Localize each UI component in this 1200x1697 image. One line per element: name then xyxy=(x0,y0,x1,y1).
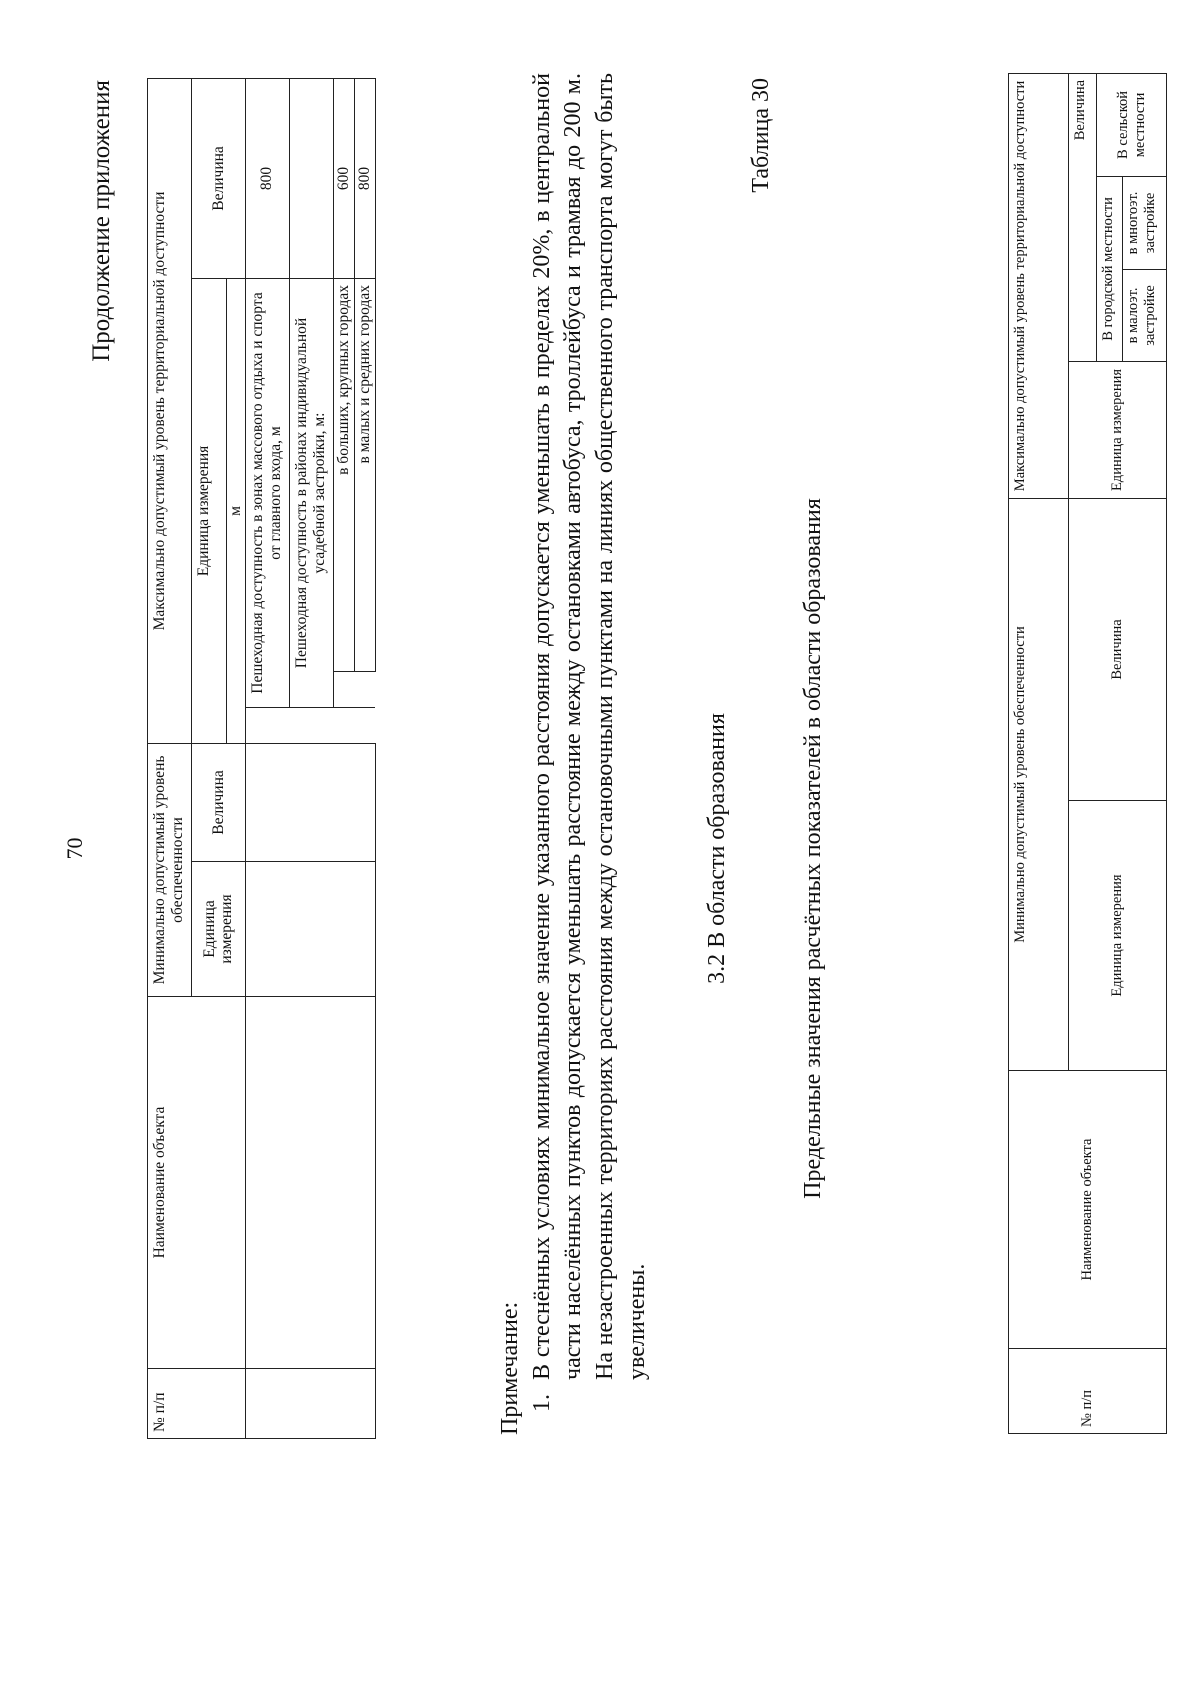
row-text: Пешеходная доступность в районах индивидуальной усадебной застройки, м: xyxy=(289,278,333,707)
unit-m: м xyxy=(227,278,246,743)
table-30 xyxy=(1008,73,1167,1434)
header-min-level: Минимально допустимый уровень обеспеченности xyxy=(148,743,192,996)
section-title: 3.2 В области образования xyxy=(704,713,730,984)
table-label: Таблица 30 xyxy=(748,78,774,193)
row-value: 600 xyxy=(333,78,354,278)
row-text: в малых и средних городах xyxy=(354,278,375,671)
header-low-rise: в малоэт. застройке xyxy=(1123,269,1167,361)
header-max-unit: Единица измерения xyxy=(1069,361,1167,498)
row-value xyxy=(289,78,333,278)
header-max-unit: Единица измерения xyxy=(192,278,227,743)
header-min-level: Минимально допустимый уровень обеспеченности xyxy=(1009,498,1069,1070)
row-text: в больших, крупных городах xyxy=(333,278,354,671)
row-value: 800 xyxy=(354,78,375,278)
header-num: № п/п xyxy=(1009,1349,1167,1434)
header-rural: В сельской местности xyxy=(1097,73,1167,176)
table-continuation xyxy=(147,78,376,1439)
continuation-header: Продолжение приложения xyxy=(88,80,115,362)
page-number: 70 xyxy=(62,837,87,860)
header-multi-storey: в многоэт. застройке xyxy=(1123,176,1167,269)
table-row xyxy=(245,78,289,1438)
header-min-value: Величина xyxy=(1069,498,1167,800)
header-min-value: Величина xyxy=(192,743,246,861)
header-name: Наименование объекта xyxy=(1009,1071,1167,1349)
row-value: 800 xyxy=(245,78,289,278)
header-max-level: Максимально допустимый уровень территориальной доступности xyxy=(148,78,192,743)
note-block xyxy=(495,73,653,1435)
header-name: Наименование объекта xyxy=(148,997,246,1369)
note-title: Примечание: xyxy=(497,1301,523,1435)
row-text: Пешеходная доступность в зонах массового отдыха и спорта от главного входа, м xyxy=(245,278,289,707)
header-min-unit: Единица измерения xyxy=(1069,801,1167,1071)
table-title: Предельные значения расчётных показателей в области образования xyxy=(800,498,826,1199)
header-num: № п/п xyxy=(148,1369,246,1439)
header-max-value: Величина xyxy=(1069,73,1097,361)
header-min-unit: Единица измерения xyxy=(192,862,246,997)
header-urban: В городской местности xyxy=(1097,176,1123,361)
note-item: 1.В стеснённых условиях минимальное значение указанного расстояния допускается уменьшать в пределах 20%, в центральной части населённых пунктов допускается уменьшать расстояние между остановками автобуса, троллейбуса и трамвая до 200 м. На незастроенных территориях расстояния между остановочными пунктами на линиях общественного транспорта могут быть увеличены. xyxy=(528,73,650,1412)
header-max-level: Максимально допустимый уровень территориальной доступности xyxy=(1009,73,1069,498)
header-max-value: Величина xyxy=(192,78,246,278)
